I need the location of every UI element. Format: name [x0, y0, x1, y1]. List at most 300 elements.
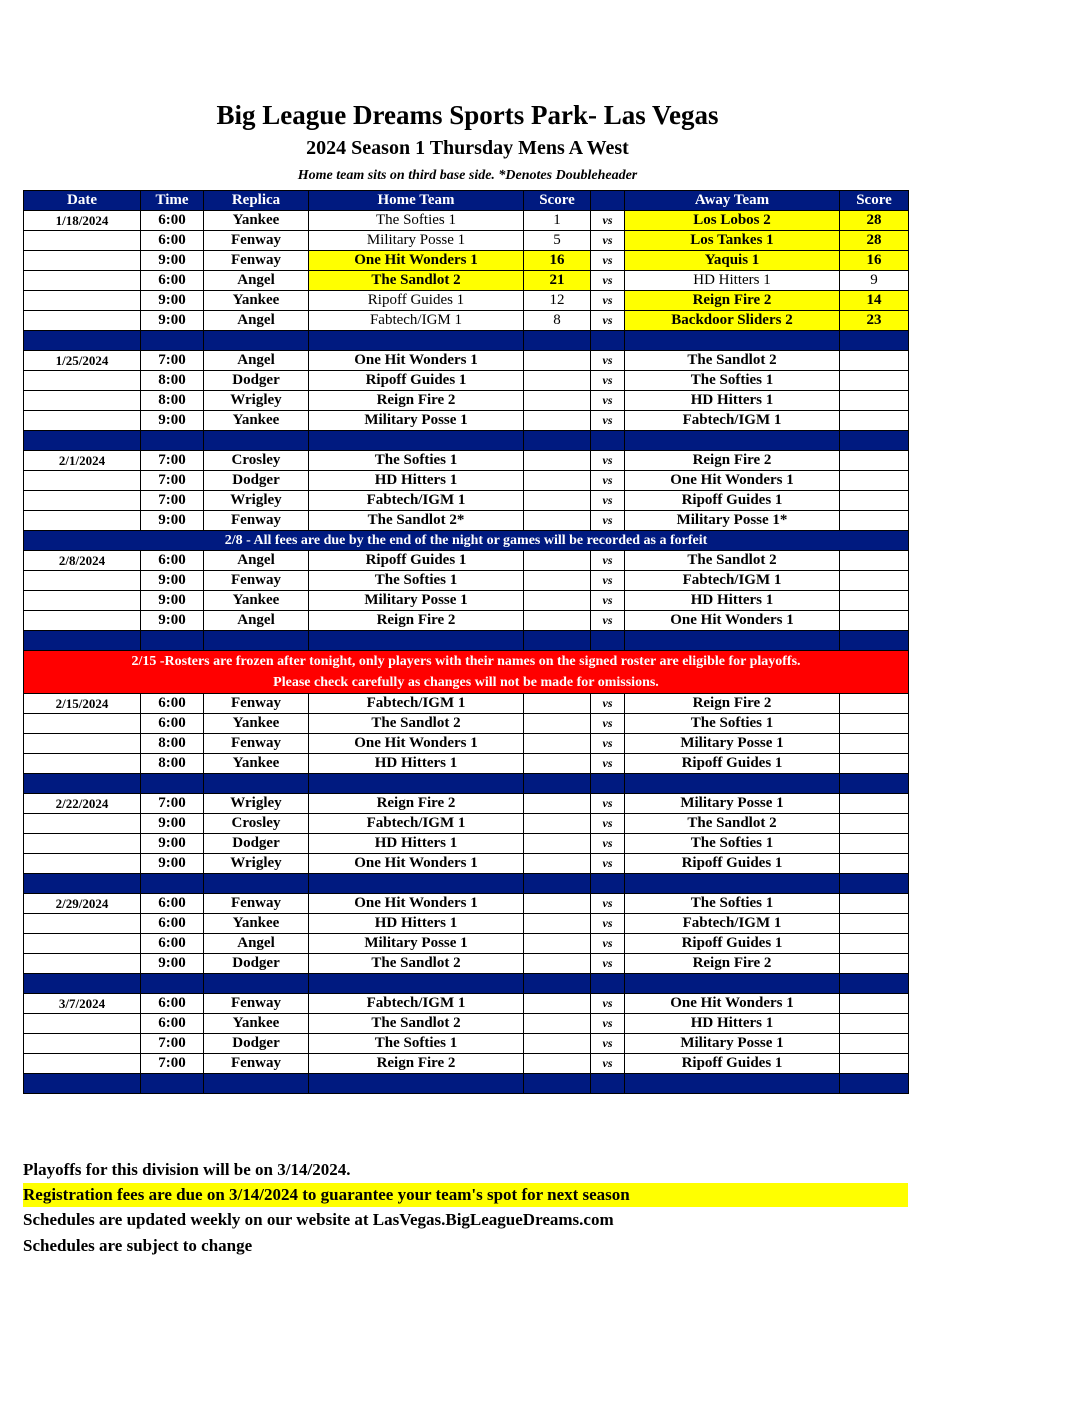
home-score-cell [524, 351, 591, 371]
replica-cell: Yankee [204, 411, 309, 431]
time-cell: 8:00 [141, 371, 204, 391]
home-score-cell [524, 714, 591, 734]
separator-cell [24, 431, 141, 451]
vs-cell: vs [591, 954, 625, 974]
home-team-cell: One Hit Wonders 1 [309, 251, 524, 271]
vs-cell: vs [591, 591, 625, 611]
col-away-team: Away Team [625, 191, 840, 211]
game-row [24, 391, 909, 411]
home-team-cell: Reign Fire 2 [309, 611, 524, 631]
time-cell: 9:00 [141, 834, 204, 854]
game-row [24, 291, 909, 311]
col-date: Date [24, 191, 141, 211]
separator-cell [24, 331, 141, 351]
away-score-cell [840, 894, 909, 914]
home-score-cell: 1 [524, 211, 591, 231]
week-separator [24, 631, 909, 651]
away-team-cell: HD Hitters 1 [625, 271, 840, 291]
game-row [24, 571, 909, 591]
time-cell: 9:00 [141, 571, 204, 591]
home-team-cell: Fabtech/IGM 1 [309, 491, 524, 511]
away-score-cell [840, 471, 909, 491]
date-cell [24, 754, 141, 774]
away-team-cell: Ripoff Guides 1 [625, 754, 840, 774]
away-team-cell: One Hit Wonders 1 [625, 471, 840, 491]
col-home-team: Home Team [309, 191, 524, 211]
vs-cell: vs [591, 251, 625, 271]
vs-cell: vs [591, 271, 625, 291]
away-score-cell [840, 814, 909, 834]
time-cell: 9:00 [141, 611, 204, 631]
home-team-cell: The Sandlot 2 [309, 714, 524, 734]
home-team-cell: The Sandlot 2 [309, 271, 524, 291]
home-team-cell: The Softies 1 [309, 211, 524, 231]
vs-cell: vs [591, 754, 625, 774]
date-cell: 2/1/2024 [24, 451, 141, 471]
away-team-cell: Fabtech/IGM 1 [625, 571, 840, 591]
date-cell [24, 491, 141, 511]
vs-cell: vs [591, 1034, 625, 1054]
vs-cell: vs [591, 611, 625, 631]
away-score-cell [840, 994, 909, 1014]
separator-cell [309, 631, 524, 651]
date-cell: 3/7/2024 [24, 994, 141, 1014]
time-cell: 6:00 [141, 231, 204, 251]
schedule-table [23, 190, 909, 1094]
vs-cell: vs [591, 231, 625, 251]
separator-cell [591, 431, 625, 451]
date-cell [24, 734, 141, 754]
game-row [24, 491, 909, 511]
replica-cell: Angel [204, 271, 309, 291]
separator-cell [309, 431, 524, 451]
separator-cell [524, 974, 591, 994]
away-team-cell: Yaquis 1 [625, 251, 840, 271]
roster-alert-line1: 2/15 -Rosters are frozen after tonight, only players with their names on the signed roster are eligible for playoffs. [131, 654, 801, 669]
home-team-cell: Ripoff Guides 1 [309, 551, 524, 571]
vs-cell: vs [591, 391, 625, 411]
fee-notice: 2/8 - All fees are due by the end of the night or games will be recorded as a forfeit [24, 531, 909, 551]
week-separator [24, 1074, 909, 1094]
away-score-cell [840, 371, 909, 391]
roster-alert [24, 651, 909, 694]
registration-note: Registration fees are due on 3/14/2024 to guarantee your team's spot for next season [23, 1183, 908, 1207]
vs-cell: vs [591, 794, 625, 814]
date-cell [24, 814, 141, 834]
date-cell [24, 834, 141, 854]
away-team-cell: HD Hitters 1 [625, 591, 840, 611]
page-subtitle: 2024 Season 1 Thursday Mens A West [306, 137, 629, 159]
home-score-cell [524, 611, 591, 631]
separator-cell [24, 631, 141, 651]
game-row [24, 894, 909, 914]
separator-cell [204, 631, 309, 651]
date-cell: 2/8/2024 [24, 551, 141, 571]
vs-cell: vs [591, 371, 625, 391]
vs-cell: vs [591, 1014, 625, 1034]
away-team-cell: Ripoff Guides 1 [625, 1054, 840, 1074]
col-time: Time [141, 191, 204, 211]
game-row [24, 1034, 909, 1054]
col-away-score: Score [840, 191, 909, 211]
home-score-cell [524, 1014, 591, 1034]
home-score-cell [524, 591, 591, 611]
away-team-cell: Reign Fire 2 [625, 291, 840, 311]
home-score-cell [524, 834, 591, 854]
away-team-cell: Fabtech/IGM 1 [625, 914, 840, 934]
roster-alert-row [24, 651, 909, 694]
vs-cell: vs [591, 511, 625, 531]
date-cell [24, 271, 141, 291]
time-cell: 9:00 [141, 511, 204, 531]
page-title: Big League Dreams Sports Park- Las Vegas [216, 100, 719, 130]
away-team-cell: Los Lobos 2 [625, 211, 840, 231]
time-cell: 7:00 [141, 1034, 204, 1054]
time-cell: 6:00 [141, 211, 204, 231]
home-score-cell [524, 754, 591, 774]
separator-cell [141, 631, 204, 651]
game-row [24, 591, 909, 611]
separator-cell [24, 774, 141, 794]
date-cell [24, 471, 141, 491]
vs-cell: vs [591, 551, 625, 571]
date-cell [24, 311, 141, 331]
game-row [24, 251, 909, 271]
separator-cell [141, 331, 204, 351]
away-score-cell: 28 [840, 231, 909, 251]
table-header-row [24, 191, 909, 211]
date-cell [24, 291, 141, 311]
away-score-cell [840, 451, 909, 471]
away-score-cell [840, 511, 909, 531]
game-row [24, 471, 909, 491]
replica-cell: Angel [204, 934, 309, 954]
home-team-cell: HD Hitters 1 [309, 914, 524, 934]
time-cell: 9:00 [141, 291, 204, 311]
time-cell: 8:00 [141, 391, 204, 411]
replica-cell: Dodger [204, 471, 309, 491]
time-cell: 7:00 [141, 451, 204, 471]
date-cell [24, 371, 141, 391]
time-cell: 9:00 [141, 311, 204, 331]
away-score-cell: 23 [840, 311, 909, 331]
away-team-cell: HD Hitters 1 [625, 391, 840, 411]
away-team-cell: Military Posse 1 [625, 794, 840, 814]
away-score-cell [840, 1034, 909, 1054]
separator-cell [625, 774, 840, 794]
home-team-cell: Military Posse 1 [309, 591, 524, 611]
separator-cell [591, 874, 625, 894]
separator-cell [524, 1074, 591, 1094]
date-cell [24, 854, 141, 874]
time-cell: 9:00 [141, 591, 204, 611]
time-cell: 6:00 [141, 714, 204, 734]
away-score-cell [840, 754, 909, 774]
away-team-cell: The Sandlot 2 [625, 814, 840, 834]
replica-cell: Wrigley [204, 391, 309, 411]
time-cell: 9:00 [141, 854, 204, 874]
date-cell [24, 591, 141, 611]
home-team-cell: Military Posse 1 [309, 934, 524, 954]
date-cell [24, 571, 141, 591]
replica-cell: Yankee [204, 714, 309, 734]
time-cell: 9:00 [141, 411, 204, 431]
home-score-cell [524, 1054, 591, 1074]
date-cell [24, 1054, 141, 1074]
separator-cell [591, 1074, 625, 1094]
away-score-cell [840, 914, 909, 934]
replica-cell: Fenway [204, 511, 309, 531]
home-team-cell: Fabtech/IGM 1 [309, 311, 524, 331]
home-team-cell: HD Hitters 1 [309, 471, 524, 491]
vs-cell: vs [591, 694, 625, 714]
separator-cell [141, 431, 204, 451]
vs-cell: vs [591, 934, 625, 954]
separator-cell [309, 774, 524, 794]
away-score-cell [840, 694, 909, 714]
separator-cell [141, 774, 204, 794]
home-score-cell [524, 954, 591, 974]
separator-cell [591, 331, 625, 351]
away-score-cell [840, 611, 909, 631]
date-cell: 1/18/2024 [24, 211, 141, 231]
vs-cell: vs [591, 491, 625, 511]
separator-cell [309, 331, 524, 351]
away-team-cell: Military Posse 1* [625, 511, 840, 531]
home-team-cell: One Hit Wonders 1 [309, 734, 524, 754]
separator-cell [309, 874, 524, 894]
vs-cell: vs [591, 211, 625, 231]
away-score-cell [840, 834, 909, 854]
separator-cell [625, 1074, 840, 1094]
home-score-cell [524, 491, 591, 511]
replica-cell: Yankee [204, 291, 309, 311]
replica-cell: Fenway [204, 251, 309, 271]
replica-cell: Fenway [204, 994, 309, 1014]
away-team-cell: Reign Fire 2 [625, 451, 840, 471]
separator-cell [204, 774, 309, 794]
replica-cell: Crosley [204, 814, 309, 834]
home-team-cell: HD Hitters 1 [309, 834, 524, 854]
separator-cell [591, 974, 625, 994]
separator-cell [625, 331, 840, 351]
replica-cell: Fenway [204, 231, 309, 251]
away-team-cell: Backdoor Sliders 2 [625, 311, 840, 331]
separator-cell [524, 431, 591, 451]
time-cell: 6:00 [141, 934, 204, 954]
home-team-cell: One Hit Wonders 1 [309, 894, 524, 914]
time-cell: 7:00 [141, 471, 204, 491]
separator-cell [24, 1074, 141, 1094]
away-score-cell [840, 351, 909, 371]
replica-cell: Crosley [204, 451, 309, 471]
away-team-cell: One Hit Wonders 1 [625, 994, 840, 1014]
game-row [24, 231, 909, 251]
replica-cell: Wrigley [204, 854, 309, 874]
time-cell: 9:00 [141, 954, 204, 974]
game-row [24, 914, 909, 934]
game-row [24, 794, 909, 814]
home-score-cell [524, 994, 591, 1014]
game-row [24, 814, 909, 834]
vs-cell: vs [591, 1054, 625, 1074]
game-row [24, 411, 909, 431]
date-cell: 2/22/2024 [24, 794, 141, 814]
separator-cell [204, 974, 309, 994]
vs-cell: vs [591, 311, 625, 331]
separator-cell [625, 974, 840, 994]
home-score-cell [524, 411, 591, 431]
home-score-cell [524, 854, 591, 874]
game-row [24, 934, 909, 954]
separator-cell [625, 874, 840, 894]
away-team-cell: One Hit Wonders 1 [625, 611, 840, 631]
replica-cell: Dodger [204, 954, 309, 974]
separator-cell [591, 631, 625, 651]
away-team-cell: Reign Fire 2 [625, 954, 840, 974]
replica-cell: Angel [204, 551, 309, 571]
separator-cell [840, 631, 909, 651]
replica-cell: Yankee [204, 591, 309, 611]
game-row [24, 834, 909, 854]
home-team-cell: The Sandlot 2 [309, 954, 524, 974]
date-cell [24, 1034, 141, 1054]
col-home-score: Score [524, 191, 591, 211]
game-row [24, 351, 909, 371]
replica-cell: Fenway [204, 734, 309, 754]
vs-cell: vs [591, 914, 625, 934]
week-separator [24, 331, 909, 351]
away-team-cell: The Sandlot 2 [625, 351, 840, 371]
separator-cell [625, 631, 840, 651]
separator-cell [840, 774, 909, 794]
replica-cell: Fenway [204, 694, 309, 714]
home-team-cell: Reign Fire 2 [309, 794, 524, 814]
week-separator [24, 974, 909, 994]
away-team-cell: Ripoff Guides 1 [625, 854, 840, 874]
date-cell [24, 934, 141, 954]
separator-cell [524, 774, 591, 794]
home-score-cell [524, 1034, 591, 1054]
game-row [24, 714, 909, 734]
playoffs-note: Playoffs for this division will be on 3/14/2024. [23, 1160, 351, 1179]
game-row [24, 734, 909, 754]
date-cell [24, 1014, 141, 1034]
game-row [24, 611, 909, 631]
replica-cell: Yankee [204, 1014, 309, 1034]
separator-cell [141, 1074, 204, 1094]
away-team-cell: Fabtech/IGM 1 [625, 411, 840, 431]
home-score-cell [524, 571, 591, 591]
replica-cell: Yankee [204, 211, 309, 231]
time-cell: 6:00 [141, 894, 204, 914]
replica-cell: Dodger [204, 834, 309, 854]
schedule-body [24, 211, 909, 1094]
home-score-cell [524, 371, 591, 391]
separator-cell [309, 974, 524, 994]
game-row [24, 694, 909, 714]
separator-cell [204, 874, 309, 894]
time-cell: 7:00 [141, 794, 204, 814]
vs-cell: vs [591, 834, 625, 854]
game-row [24, 994, 909, 1014]
away-score-cell: 28 [840, 211, 909, 231]
separator-cell [625, 431, 840, 451]
home-score-cell: 16 [524, 251, 591, 271]
home-team-cell: One Hit Wonders 1 [309, 351, 524, 371]
time-cell: 6:00 [141, 994, 204, 1014]
replica-cell: Fenway [204, 571, 309, 591]
home-score-cell [524, 934, 591, 954]
away-team-cell: The Softies 1 [625, 714, 840, 734]
separator-cell [840, 1074, 909, 1094]
separator-cell [141, 974, 204, 994]
away-score-cell [840, 1054, 909, 1074]
separator-cell [204, 1074, 309, 1094]
vs-cell: vs [591, 451, 625, 471]
away-score-cell [840, 551, 909, 571]
away-score-cell [840, 1014, 909, 1034]
date-cell: 1/25/2024 [24, 351, 141, 371]
time-cell: 6:00 [141, 914, 204, 934]
away-score-cell: 14 [840, 291, 909, 311]
replica-cell: Angel [204, 611, 309, 631]
home-score-cell [524, 734, 591, 754]
game-row [24, 551, 909, 571]
home-score-cell [524, 451, 591, 471]
home-score-cell: 5 [524, 231, 591, 251]
separator-cell [840, 874, 909, 894]
time-cell: 9:00 [141, 251, 204, 271]
game-row [24, 311, 909, 331]
vs-cell: vs [591, 854, 625, 874]
home-score-cell [524, 551, 591, 571]
vs-cell: vs [591, 714, 625, 734]
away-team-cell: Military Posse 1 [625, 1034, 840, 1054]
change-note: Schedules are subject to change [23, 1236, 253, 1255]
replica-cell: Yankee [204, 914, 309, 934]
away-team-cell: Military Posse 1 [625, 734, 840, 754]
separator-cell [141, 874, 204, 894]
vs-cell: vs [591, 734, 625, 754]
vs-cell: vs [591, 291, 625, 311]
away-score-cell [840, 391, 909, 411]
date-cell [24, 611, 141, 631]
vs-cell: vs [591, 994, 625, 1014]
home-team-cell: One Hit Wonders 1 [309, 854, 524, 874]
date-cell [24, 714, 141, 734]
away-score-cell: 16 [840, 251, 909, 271]
website-note: Schedules are updated weekly on our website at LasVegas.BigLeagueDreams.com [23, 1210, 614, 1229]
home-score-cell: 21 [524, 271, 591, 291]
away-team-cell: Reign Fire 2 [625, 694, 840, 714]
game-row [24, 271, 909, 291]
separator-cell [840, 431, 909, 451]
separator-cell [24, 874, 141, 894]
date-cell [24, 391, 141, 411]
home-score-cell: 12 [524, 291, 591, 311]
home-team-cell: The Sandlot 2* [309, 511, 524, 531]
date-cell: 2/15/2024 [24, 694, 141, 714]
home-team-cell: Fabtech/IGM 1 [309, 694, 524, 714]
away-score-cell [840, 571, 909, 591]
time-cell: 8:00 [141, 734, 204, 754]
home-score-cell [524, 391, 591, 411]
time-cell: 7:00 [141, 1054, 204, 1074]
separator-cell [309, 1074, 524, 1094]
roster-alert-line2: Please check carefully as changes will not be made for omissions. [273, 675, 659, 690]
date-cell [24, 511, 141, 531]
